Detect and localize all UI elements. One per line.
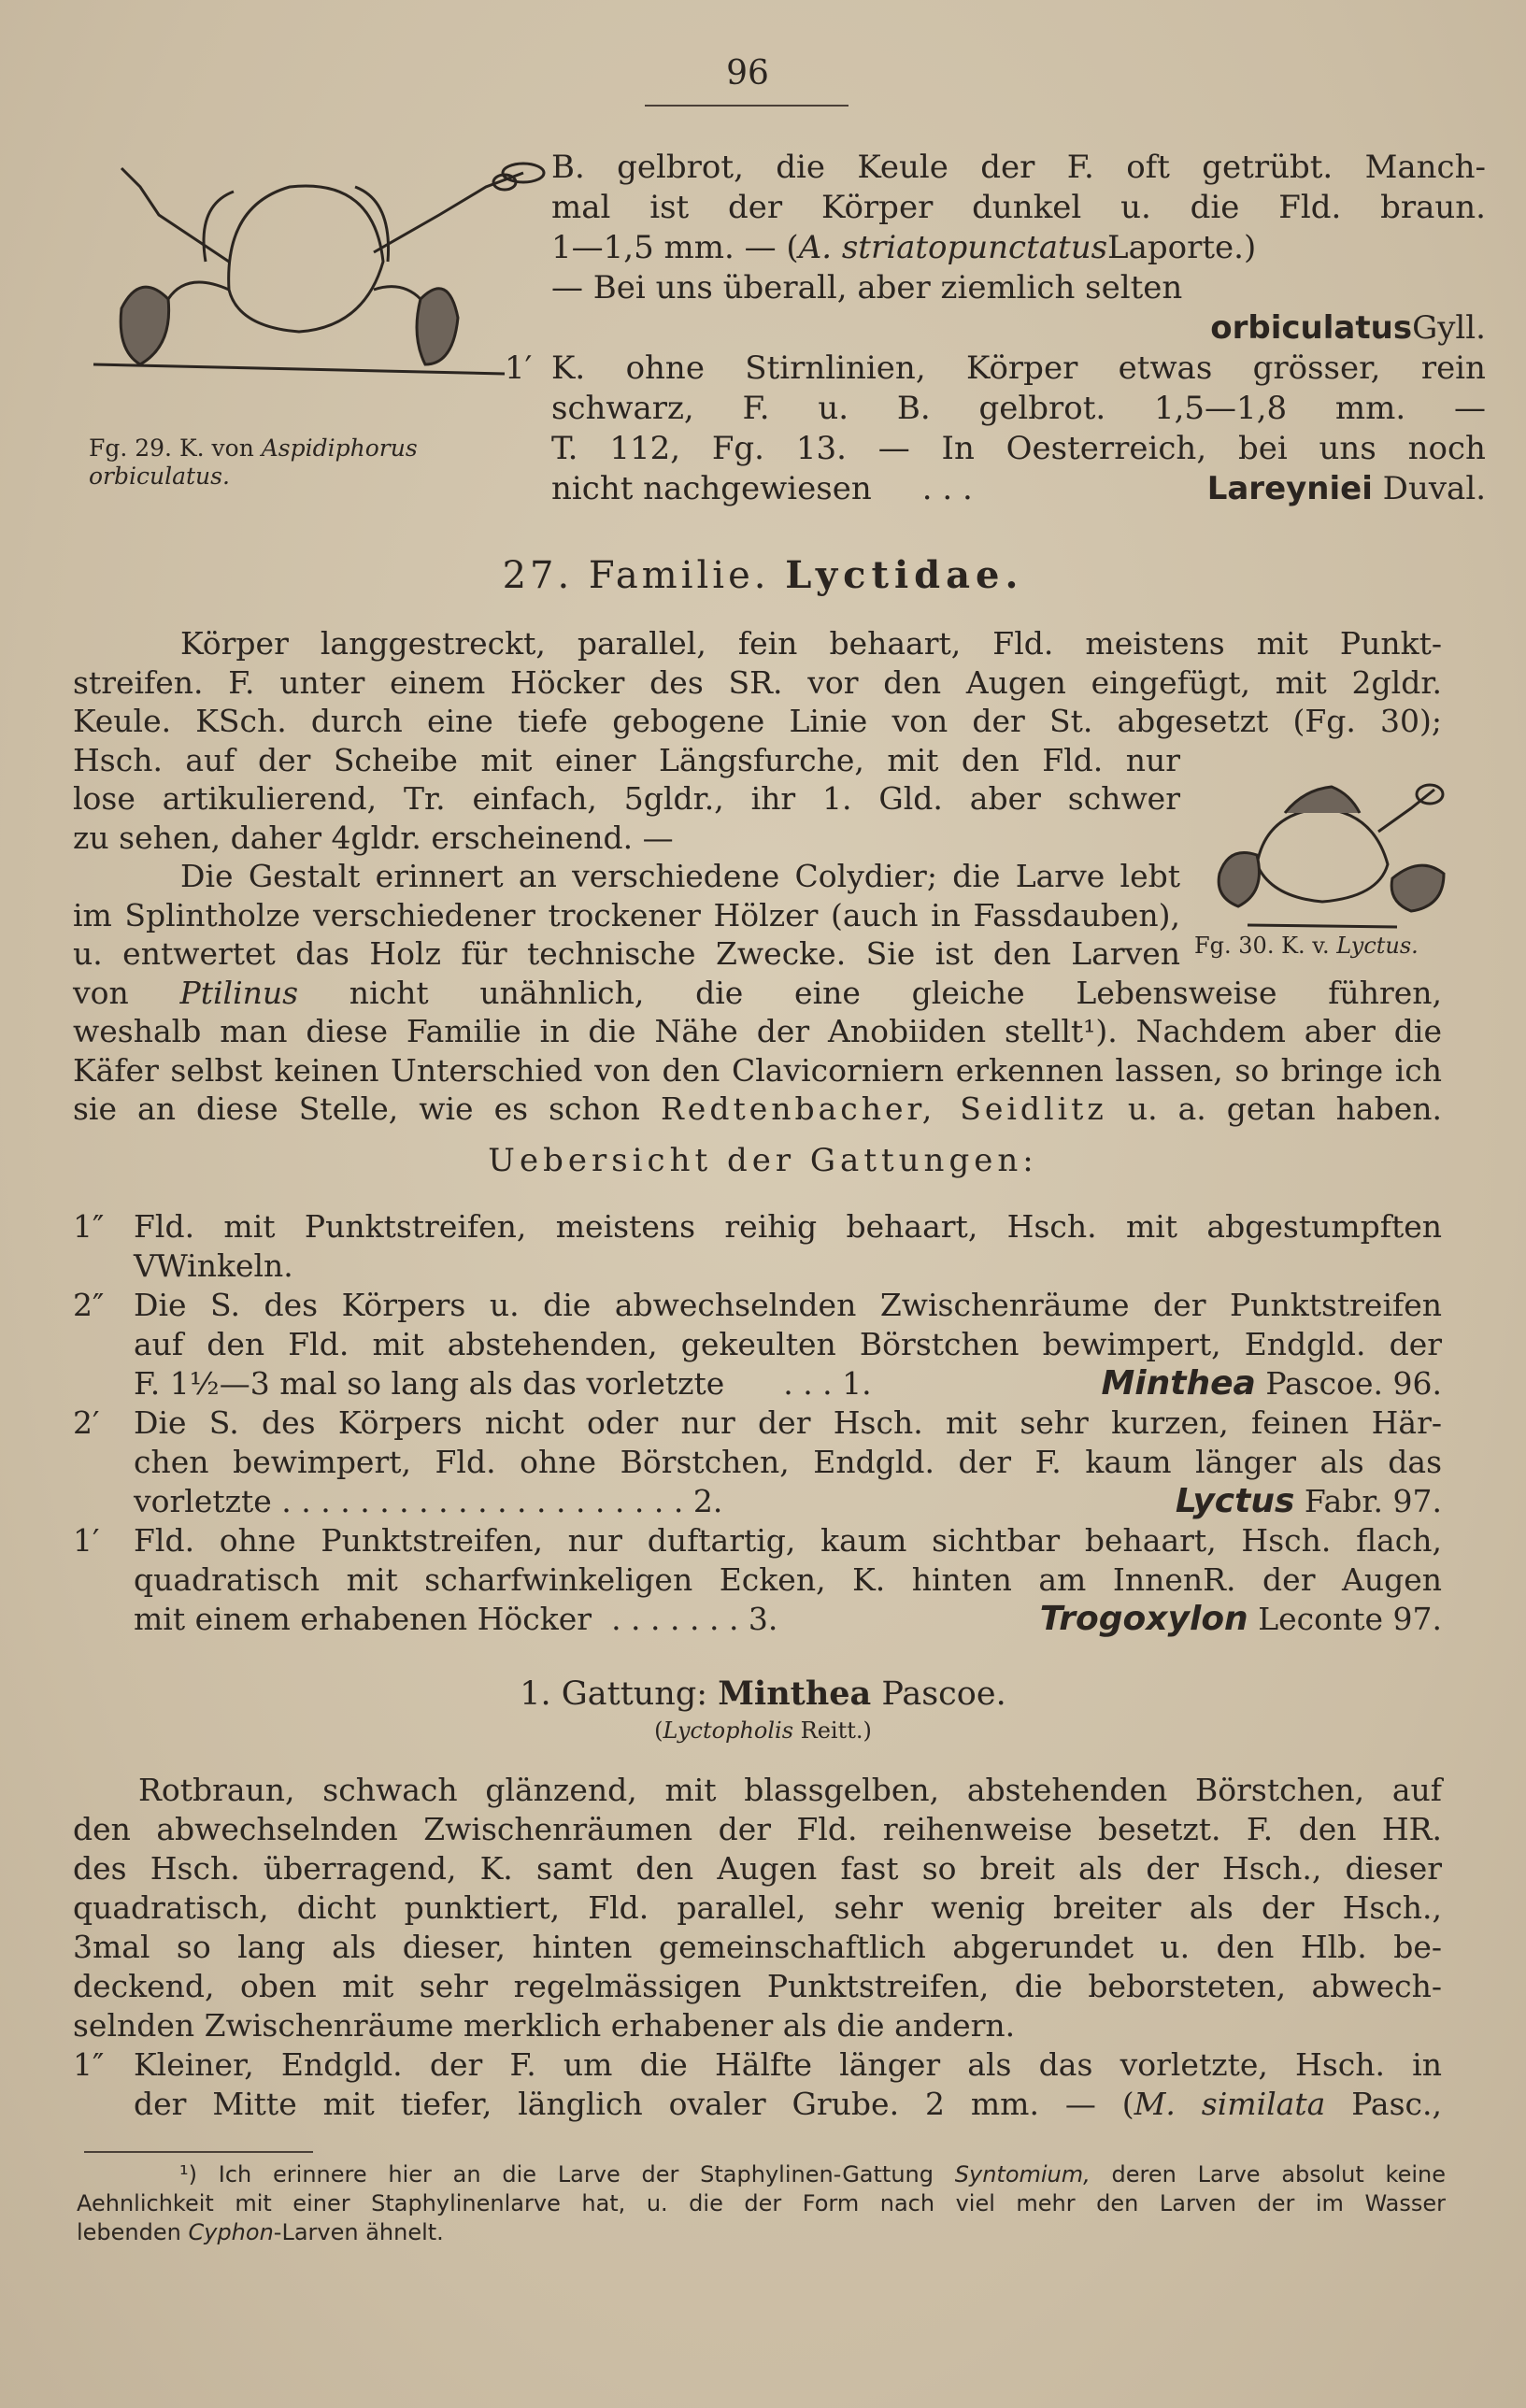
genera-overview-heading: Uebersicht der Gattungen: <box>488 1142 1038 1179</box>
fig29-eye-right <box>417 289 458 364</box>
word: B. <box>896 390 931 427</box>
text-line: Käfer selbst keinen Unterschied von den Clavicorniern erkennen lassen, so bringe ich <box>73 1051 1442 1089</box>
figure-30-caption <box>1194 933 1419 959</box>
word: bei <box>1237 430 1288 467</box>
key-line: der Mitte mit tiefer, länglich ovaler Grube. 2 mm. — (M. similata Pasc., <box>134 2086 1442 2122</box>
word: Körper <box>820 189 934 226</box>
text-line: selnden Zwischenräume merklich erhabener als die andern. <box>73 2007 1016 2044</box>
synonym-italic: A. striatopunctatus <box>798 229 1108 266</box>
entry-line-8 <box>551 429 1486 469</box>
word: mal <box>551 189 611 226</box>
word: T. <box>551 430 578 467</box>
entry-line-7 <box>551 389 1486 429</box>
word: mm. <box>1334 390 1406 427</box>
word: rein <box>1420 349 1486 387</box>
species-name: orbiculatus <box>1210 309 1413 347</box>
fig29-pronotum-line <box>93 364 505 374</box>
word: ohne <box>625 349 705 387</box>
text-line: im Splintholze verschiedener trockener Hölzer (auch in Fassdauben), <box>73 896 1180 933</box>
word: 1,5—1,8 <box>1153 390 1288 427</box>
key-line: auf den Fld. mit abstehenden, gekeulten Börstchen bewimpert, Endgld. der <box>134 1326 1442 1362</box>
species-author: Duval. <box>1372 470 1486 507</box>
word: u. <box>1120 189 1151 226</box>
key-line: chen bewimpert, Fld. ohne Börstchen, Endgld. der F. kaum länger als das <box>134 1444 1442 1480</box>
genus-synonym: (Lyctopholis Reitt.) <box>654 1717 872 1744</box>
key-line: F. 1½—3 mal so lang als das vorletzte . . . 1. <box>134 1365 872 1402</box>
key-line: Fld. ohne Punktstreifen, nur duftartig, kaum sichtbar behaart, Hsch. flach, <box>134 1522 1442 1559</box>
word: Körper <box>965 349 1078 387</box>
entry-line-2 <box>551 188 1486 228</box>
entry-text: nicht nachgewiesen . . . <box>551 470 983 507</box>
word: getrübt. <box>1202 149 1333 186</box>
word: Fld. <box>1278 189 1342 226</box>
text-line: weshalb man diese Familie in die Nähe der Anobiiden stellt¹). Nachdem aber die <box>73 1013 1442 1049</box>
fig30-clypeus <box>1285 787 1360 813</box>
family-heading <box>0 553 1526 597</box>
text-line: sie an diese Stelle, wie es schon Redtenbacher, Seidlitz u. a. getan haben. <box>73 1090 1442 1127</box>
key-number: 1″ <box>73 2046 105 2083</box>
entry-line-9 <box>551 469 1486 509</box>
fig29-antenna-left <box>121 168 229 262</box>
caption-taxon: Lyctus. <box>1336 933 1419 959</box>
genus-name-trogoxylon: Trogoxylon <box>1039 1600 1248 1638</box>
word: gelbrot, <box>617 149 744 186</box>
word: grösser, <box>1252 349 1381 387</box>
species-key-1 <box>73 2045 1442 2124</box>
fig29-eye-left <box>121 287 168 364</box>
entry-line-6-wrap <box>505 349 1486 389</box>
key-number: 1′ <box>505 349 533 387</box>
fig30-antenna <box>1378 790 1434 832</box>
footnote-line: lebenden Cyphon-Larven ähnelt. <box>77 2219 444 2245</box>
fig30-eye-left <box>1219 853 1259 907</box>
caption-taxon: Aspidiphorus orbiculatus. <box>89 435 418 490</box>
word: 13. <box>795 430 847 467</box>
footnote-line: Aehnlichkeit mit einer Staphylinenlarve hat, u. die der Form nach viel mehr den Larven der im Wasser <box>77 2190 1446 2216</box>
word: — <box>1454 390 1486 427</box>
word: uns <box>1319 430 1376 467</box>
fig30-head-outline <box>1257 808 1388 902</box>
header-rule <box>645 105 849 107</box>
page-number: 96 <box>726 54 769 93</box>
caption-prefix: Fg. 30. K. v. <box>1194 933 1330 959</box>
word: schwarz, <box>551 390 694 427</box>
genus-name: Minthea <box>718 1674 872 1713</box>
word: F. <box>742 390 770 427</box>
word: braun. <box>1380 189 1486 226</box>
word: die <box>1190 189 1240 226</box>
key-line: mit einem erhabenen Höcker . . . . . . . 3. <box>134 1601 778 1637</box>
key-line: Die S. des Körpers u. die abwechselnden Zwischenräume der Punktstreifen <box>134 1287 1442 1323</box>
word: — <box>877 430 910 467</box>
key-line: Die S. des Körpers nicht oder nur der Hsch. mit sehr kurzen, feinen Här- <box>134 1404 1442 1441</box>
genus-author: Leconte 97. <box>1258 1601 1442 1637</box>
figure-30-lyctus-head <box>1210 776 1458 944</box>
taxon-italic: Syntomium, <box>954 2161 1091 2187</box>
word: dunkel <box>972 189 1082 226</box>
genus-heading <box>0 1674 1526 1713</box>
word: Manch- <box>1364 149 1486 186</box>
key-number: 1′ <box>73 1522 100 1559</box>
text-line: Rotbraun, schwach glänzend, mit blassgelben, abstehenden Börstchen, auf <box>138 1772 1442 1808</box>
word: F. <box>1066 149 1094 186</box>
entry-text: 1—1,5 mm. — ( <box>551 229 799 266</box>
family-number: 27. Familie. <box>502 554 770 597</box>
author-names: Redtenbacher, Seidlitz <box>660 1090 1107 1127</box>
text-line: des Hsch. überragend, K. samt den Augen fast so breit als der Hsch., dieser <box>73 1850 1442 1887</box>
text-line: Hsch. auf der Scheibe mit einer Längsfurche, mit den Fld. nur <box>73 741 1180 778</box>
key-line: Kleiner, Endgld. der F. um die Hälfte länger als das vorletzte, Hsch. in <box>134 2046 1442 2083</box>
species-italic: M. similata <box>1134 2086 1326 2122</box>
family-name: Lyctidae. <box>785 553 1024 597</box>
taxon-italic: Ptilinus <box>179 974 299 1011</box>
word: oft <box>1126 149 1170 186</box>
figure-29-caption <box>89 435 500 491</box>
taxon-italic: Cyphon <box>188 2219 274 2245</box>
synonym-name: Lyctopholis <box>663 1717 794 1744</box>
key-couplet-1-alt <box>73 1521 1442 1639</box>
text-line: quadratisch, dicht punktiert, Fld. parallel, sehr wenig breiter als der Hsch., <box>73 1889 1442 1926</box>
footnote-line: ¹) Ich erinnere hier an die Larve der Staphylinen-Gattung Syntomium, deren Larve absolut keine <box>179 2161 1446 2187</box>
word: Fg. <box>711 430 764 467</box>
footnote-rule <box>84 2151 313 2153</box>
text-line: u. entwertet das Holz für technische Zwecke. Sie ist den Larven <box>73 935 1180 972</box>
key-number: 1″ <box>73 1208 105 1245</box>
fig30-pronotum-line <box>1248 925 1397 927</box>
word: u. <box>818 390 849 427</box>
key-line-result <box>134 1600 1442 1639</box>
key-line: Fld. mit Punktstreifen, meistens reihig behaart, Hsch. mit abgestumpften <box>134 1208 1442 1245</box>
word: die <box>776 149 825 186</box>
genus-name-minthea: Minthea <box>1101 1364 1256 1403</box>
key-couplet-1 <box>73 1207 1442 1286</box>
entry-line-1 <box>551 148 1486 188</box>
word: K. <box>551 349 586 387</box>
key-number: 2′ <box>73 1404 100 1441</box>
word: Stirnlinien, <box>745 349 926 387</box>
entry-text: — Bei uns überall, aber ziemlich selten <box>551 269 1183 306</box>
word: Oesterreich, <box>1005 430 1207 467</box>
text-line: Körper langgestreckt, parallel, fein behaart, Fld. meistens mit Punkt- <box>180 625 1442 662</box>
text-line: streifen. F. unter einem Höcker des SR. vor den Augen eingefügt, mit 2gldr. <box>73 663 1442 701</box>
entry-line-4 <box>551 268 1486 308</box>
figure-29-beetle-head <box>65 150 551 439</box>
key-line-result <box>134 1482 1442 1521</box>
genus-author: Pascoe. <box>881 1675 1006 1713</box>
genus-name-lyctus: Lyctus <box>1175 1482 1295 1520</box>
word: Keule <box>857 149 948 186</box>
genus-author: Pascoe. 96. <box>1265 1365 1442 1402</box>
text-line: zu sehen, daher 4gldr. erscheinend. — <box>73 819 674 856</box>
entry-author: Laporte.) <box>1107 229 1257 266</box>
fig29-antenna-right <box>374 173 523 252</box>
genus-author: Fabr. 97. <box>1304 1483 1442 1519</box>
species-author: Gyll. <box>1412 309 1486 347</box>
text-line: von Ptilinus nicht unähnlich, die eine gleiche Lebensweise führen, <box>73 974 1442 1011</box>
key-number: 2″ <box>73 1287 105 1323</box>
word: noch <box>1407 430 1486 467</box>
fig29-mandible-left <box>204 192 234 262</box>
text-line: 3mal so lang als dieser, hinten gemeinschaftlich abgerundet u. den Hlb. be- <box>73 1929 1442 1965</box>
word: In <box>941 430 975 467</box>
entry-line-5 <box>551 308 1486 349</box>
fig30-eye-right <box>1391 865 1444 911</box>
caption-prefix: Fg. 29. K. von <box>89 435 254 462</box>
key-line: vorletzte . . . . . . . . . . . . . . . . . . . . . 2. <box>134 1483 723 1519</box>
text-line: den abwechselnden Zwischenräumen der Fld. reihenweise besetzt. F. den HR. <box>73 1811 1442 1847</box>
genus-description <box>73 1771 1442 2124</box>
key-line: VWinkeln. <box>134 1247 293 1284</box>
entry-line-6 <box>551 349 1486 389</box>
footnote <box>77 2160 1446 2247</box>
text-line: Die Gestalt erinnert an verschiedene Colydier; die Larve lebt <box>180 858 1180 894</box>
text-line: Keule. KSch. durch eine tiefe gebogene Linie von der St. abgesetzt (Fg. 30); <box>73 703 1442 739</box>
word: ist <box>649 189 690 226</box>
text-line: deckend, oben mit sehr regelmässigen Punktstreifen, die beborsteten, abwech- <box>73 1968 1442 2004</box>
word: der <box>980 149 1035 186</box>
key-line-result <box>134 1364 1442 1403</box>
key-line: quadratisch mit scharfwinkeligen Ecken, K. hinten am InnenR. der Augen <box>134 1561 1442 1598</box>
word: B. <box>551 149 585 186</box>
word: etwas <box>1118 349 1213 387</box>
key-couplet-2 <box>73 1286 1442 1403</box>
fig29-head-outline <box>229 186 383 332</box>
genus-label: 1. Gattung: <box>520 1675 708 1713</box>
word: der <box>728 189 783 226</box>
key-couplet-2-alt <box>73 1403 1442 1521</box>
genera-key <box>73 1207 1442 1639</box>
species-name: Lareyniei <box>1206 470 1373 507</box>
word: 112, <box>609 430 681 467</box>
text-line: lose artikulierend, Tr. einfach, 5gldr., ihr 1. Gld. aber schwer <box>73 780 1180 817</box>
word: gelbrot. <box>978 390 1106 427</box>
key-entry-orbiculatus <box>505 148 1486 509</box>
entry-line-3 <box>551 228 1486 268</box>
